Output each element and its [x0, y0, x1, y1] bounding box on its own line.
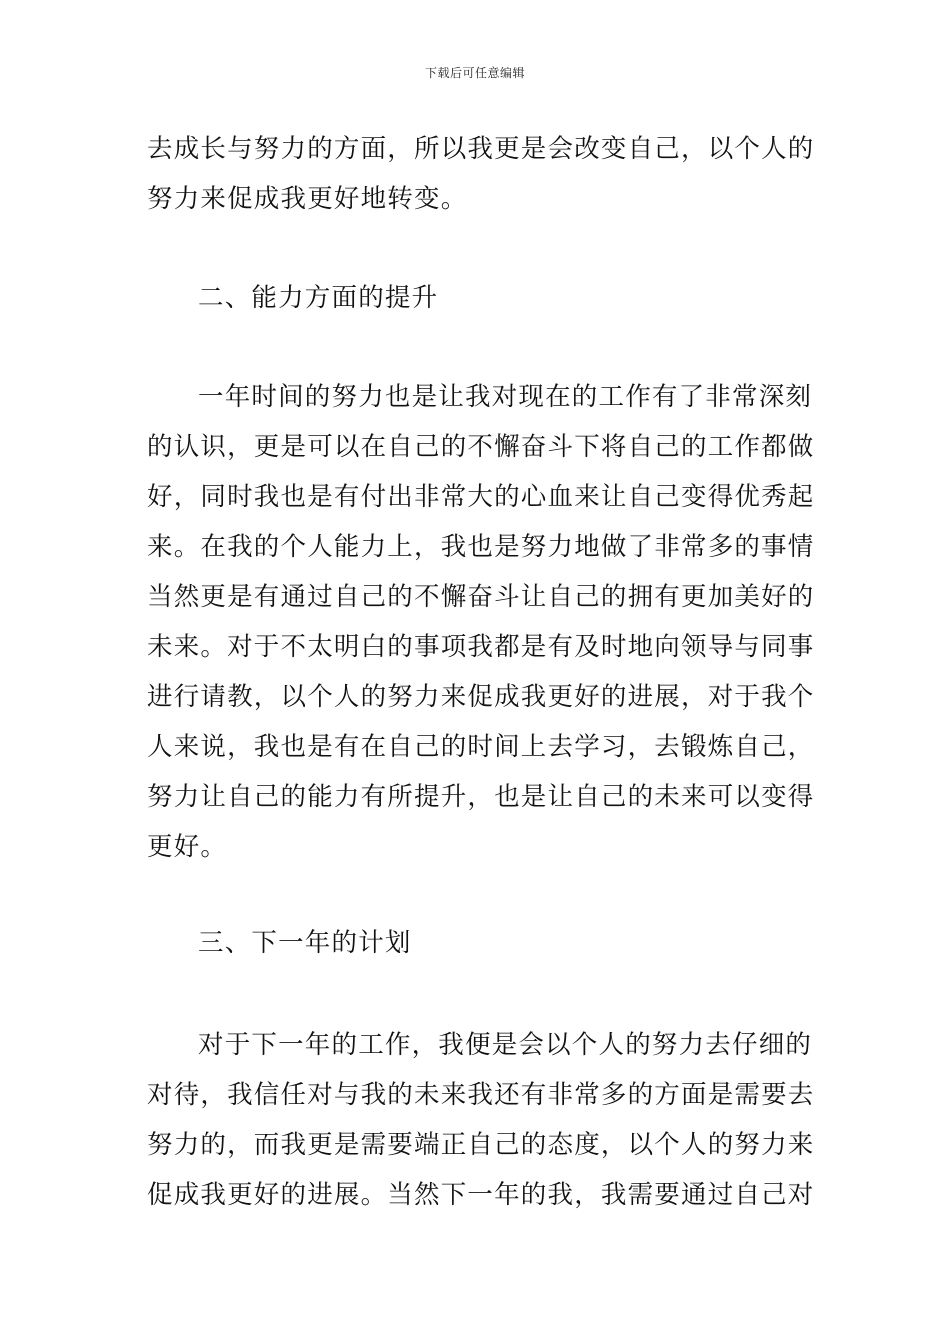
paragraph-ability — [147, 372, 815, 872]
text-line: 人来说，我也是有在自己的时间上去学习，去锻炼自己， — [147, 732, 815, 762]
text-line: 当然更是有通过自己的不懈奋斗让自己的拥有更加美好的 — [147, 582, 815, 612]
text-line: 去成长与努力的方面，所以我更是会改变自己，以个人的 — [147, 134, 815, 164]
paragraph-continuation — [147, 124, 815, 224]
text-line: 来。在我的个人能力上，我也是努力地做了非常多的事情 — [147, 532, 815, 562]
text-line: 进行请教，以个人的努力来促成我更好的进展，对于我个 — [147, 682, 815, 712]
section-heading-ability — [147, 273, 807, 323]
text-line: 好，同时我也是有付出非常大的心血来让自己变得优秀起 — [147, 482, 815, 512]
text-line: 努力的，而我更是需要端正自己的态度，以个人的努力来 — [147, 1130, 815, 1160]
text-line: 一年时间的努力也是让我对现在的工作有了非常深刻 — [198, 382, 813, 412]
heading-line: 三、下一年的计划 — [198, 928, 412, 958]
text-line: 未来。对于不太明白的事项我都是有及时地向领导与同事 — [147, 632, 815, 662]
header-note: 下载后可任意编辑 — [424, 66, 525, 80]
paragraph-next-year — [147, 1020, 815, 1220]
section-heading-next-year — [147, 918, 807, 968]
text-line: 对于下一年的工作，我便是会以个人的努力去仔细的 — [198, 1030, 813, 1060]
text-line: 的认识，更是可以在自己的不懈奋斗下将自己的工作都做 — [147, 432, 815, 462]
text-line: 努力来促成我更好地转变。 — [147, 184, 468, 214]
text-line: 努力让自己的能力有所提升，也是让自己的未来可以变得 — [147, 782, 815, 812]
heading-line: 二、能力方面的提升 — [198, 283, 439, 313]
text-line: 对待，我信任对与我的未来我还有非常多的方面是需要去 — [147, 1080, 815, 1110]
text-line: 更好。 — [147, 832, 228, 862]
text-line: 促成我更好的进展。当然下一年的我，我需要通过自己对 — [147, 1180, 815, 1210]
